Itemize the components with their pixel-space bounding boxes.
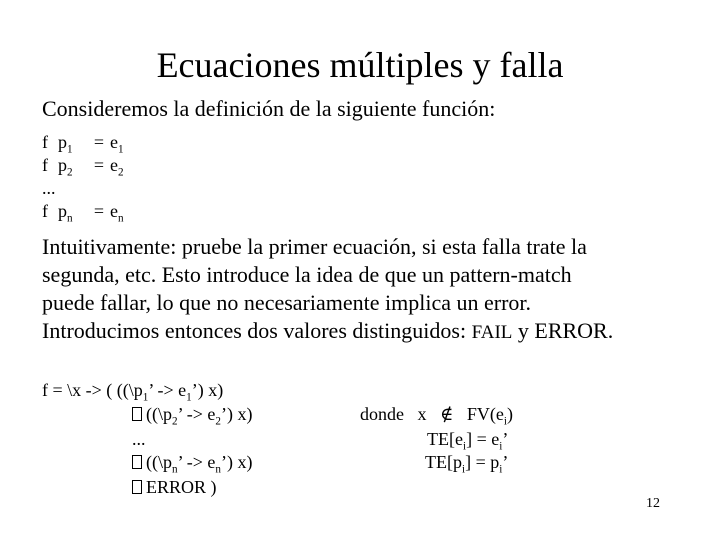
donde-line: $TE[p_i] = p_i$’ [425,452,509,476]
code-line: (($\backslash p_n$’ -> $e_n$’) x) [132,452,252,476]
page-number: 12 [646,496,660,511]
equation-row: f $p_2 = e_2$ [42,155,124,179]
paragraph-line: segunda, etc. Esto introduce la idea de que un pattern-match [42,262,572,287]
code-line: (($\backslash p_2$’ -> $e_2$’) x) [132,404,252,428]
paragraph-line: Intuitivamente: pruebe la primer ecuación, si esta falla trate la [42,234,587,259]
code-ellipsis: ... [132,429,146,449]
donde-line: donde x ∉ $FV(e_i)$ [360,404,513,428]
code-line: ERROR ) [132,477,217,498]
equation-ellipsis: ... [42,178,56,198]
equation-row: f $p_1 = e_1$ [42,132,124,156]
box-symbol-icon [132,407,142,421]
donde-line: $TE[e_i] = e_i$’ [427,429,509,453]
intro-text: Consideremos la definición de la siguiente función: [42,96,496,121]
paragraph-line: Introducimos entonces dos valores distinguidos: FAIL y ERROR. [42,318,614,343]
slide-title: Ecuaciones múltiples y falla [156,45,564,85]
paragraph-line: puede fallar, lo que no necesariamente implica un error. [42,290,532,315]
explanation-paragraph [42,233,613,347]
equation-row: f $p_n = e_n$ [42,201,124,225]
code-line: f = \x -> ( (($\backslash p_1$’ -> $e_1$’) x) [42,380,224,404]
box-symbol-icon [132,480,142,494]
box-symbol-icon [132,455,142,469]
